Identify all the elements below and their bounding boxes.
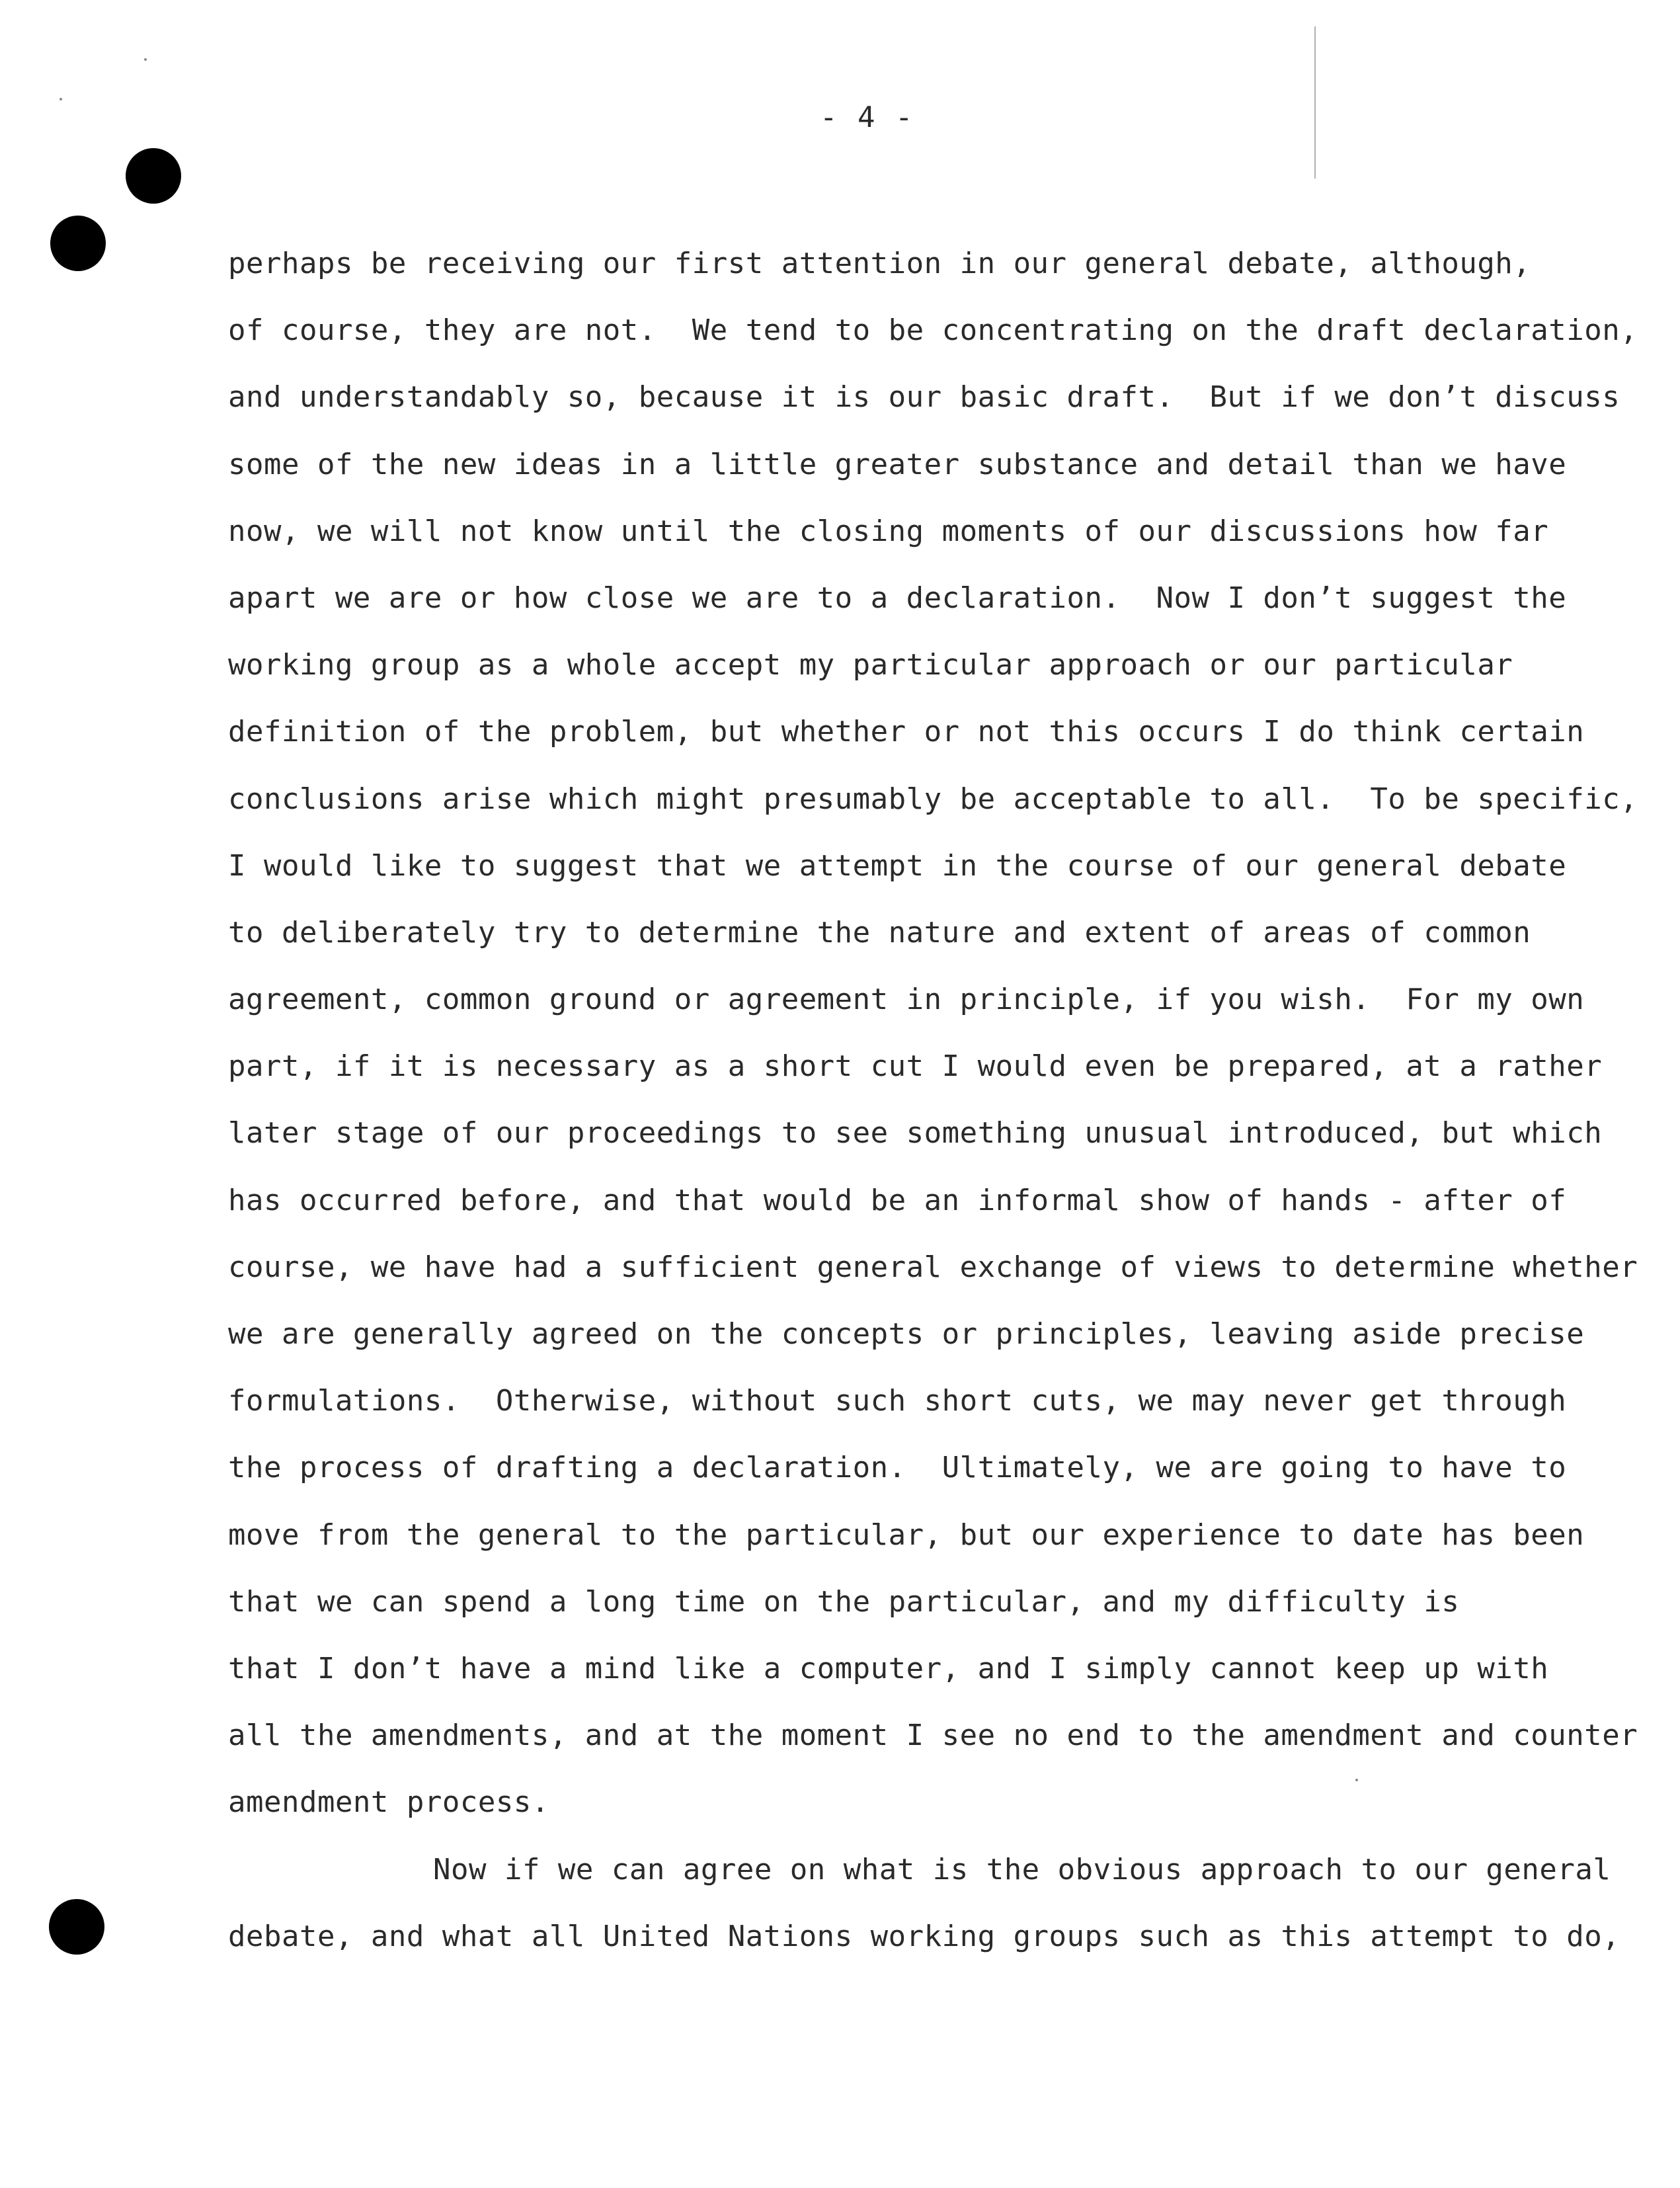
text-line: later stage of our proceedings to see something unusual introduced, but which	[228, 1116, 1603, 1151]
text-line: that I don’t have a mind like a computer, and I simply cannot keep up with	[228, 1651, 1549, 1685]
text-line: agreement, common ground or agreement in principle, if you wish. For my own	[228, 983, 1585, 1017]
text-line: of course, they are not. We tend to be concentrating on the draft declaration,	[228, 313, 1638, 348]
scan-speck	[60, 98, 62, 101]
text-line: amendment process.	[228, 1785, 549, 1820]
text-line: the process of drafting a declaration. Ultimately, we are going to have to	[228, 1451, 1567, 1485]
text-line: I would like to suggest that we attempt in the course of our general debate	[228, 848, 1567, 883]
scan-speck	[144, 58, 147, 61]
text-line: formulations. Otherwise, without such short cuts, we may never get through	[228, 1384, 1567, 1418]
punch-hole-upper	[50, 216, 106, 271]
paragraph-start-line: Now if we can agree on what is the obvious approach to our general	[433, 1852, 1611, 1886]
text-line: now, we will not know until the closing moments of our discussions how far	[228, 514, 1549, 548]
text-line: we are generally agreed on the concepts or principles, leaving aside precise	[228, 1317, 1585, 1351]
text-line: conclusions arise which might presumably be acceptable to all. To be specific,	[228, 782, 1638, 816]
text-line: move from the general to the particular, but our experience to date has been	[228, 1518, 1585, 1552]
page-number: - 4 -	[820, 101, 914, 134]
text-line: all the amendments, and at the moment I see no end to the amendment and counter	[228, 1719, 1638, 1753]
text-line: to deliberately try to determine the nature and extent of areas of common	[228, 915, 1531, 950]
text-line: course, we have had a sufficient general exchange of views to determine whether	[228, 1250, 1638, 1284]
text-line: part, if it is necessary as a short cut I would even be prepared, at a rather	[228, 1049, 1603, 1084]
body-text	[228, 230, 1638, 1970]
punch-hole-lower	[49, 1899, 104, 1955]
text-line: that we can spend a long time on the particular, and my difficulty is	[228, 1584, 1460, 1619]
text-line: some of the new ideas in a little greater substance and detail than we have	[228, 447, 1567, 481]
text-line: apart we are or how close we are to a declaration. Now I don’t suggest the	[228, 581, 1567, 615]
text-line: has occurred before, and that would be an informal show of hands - after of	[228, 1183, 1567, 1217]
text-line: working group as a whole accept my particular approach or our particular	[228, 648, 1513, 682]
text-line: definition of the problem, but whether or not this occurs I do think certain	[228, 715, 1585, 749]
margin-rule	[1314, 26, 1316, 179]
text-line: and understandably so, because it is our basic draft. But if we don’t discuss	[228, 380, 1620, 415]
text-line: debate, and what all United Nations working groups such as this attempt to do,	[228, 1919, 1620, 1953]
punch-hole-top	[126, 148, 181, 204]
text-line: perhaps be receiving our first attention in our general debate, although,	[228, 247, 1531, 280]
